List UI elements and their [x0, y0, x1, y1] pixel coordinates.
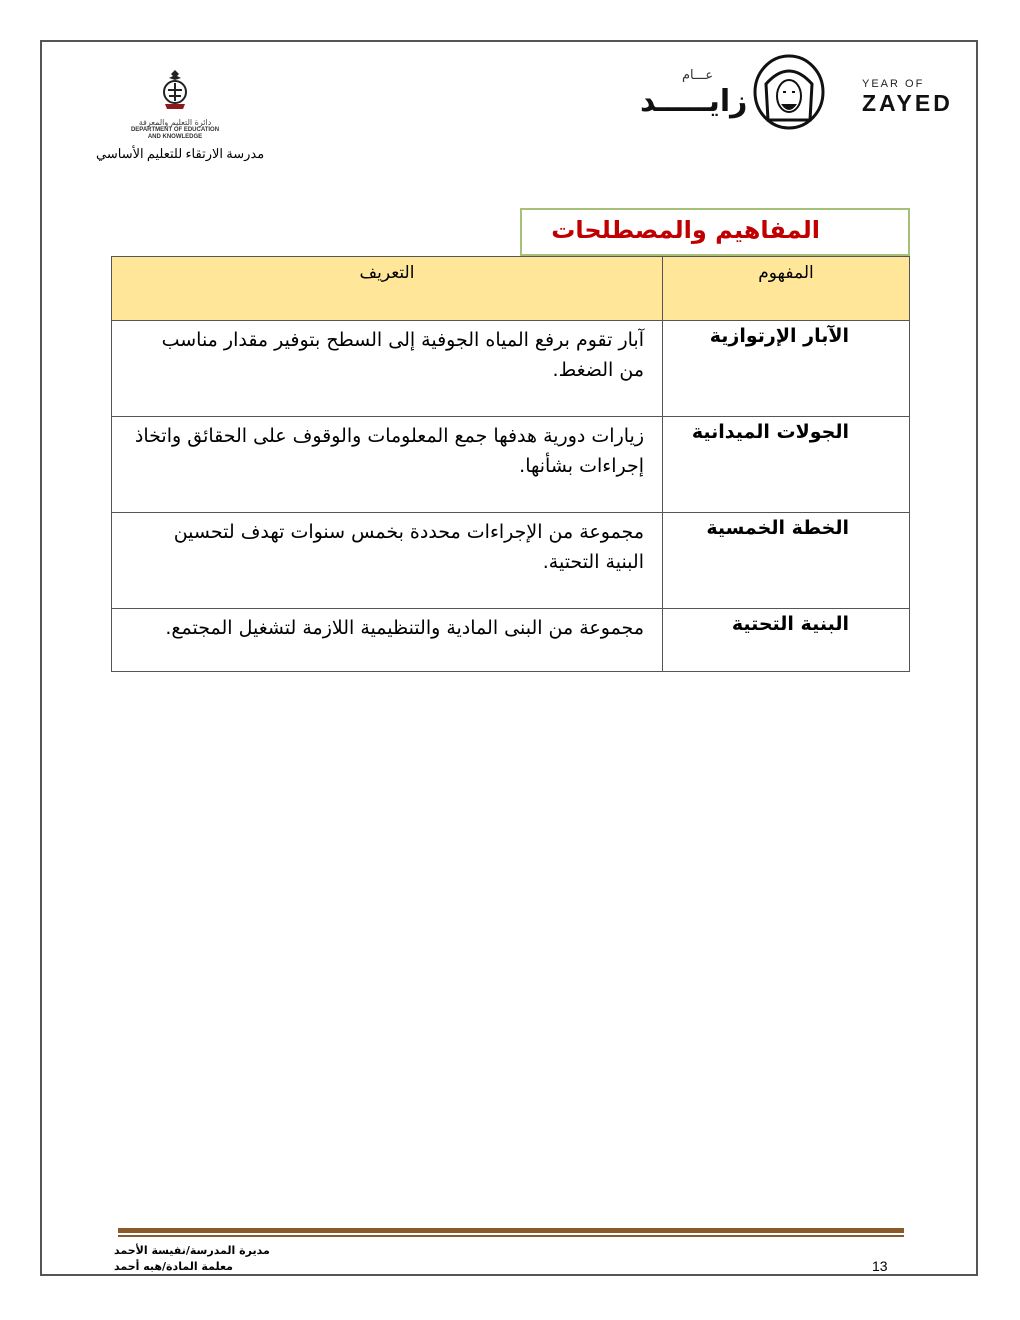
section-title: المفاهيم والمصطلحات [551, 216, 820, 244]
term-cell: البنية التحتية [663, 609, 910, 672]
year-of-zayed-logo [640, 54, 960, 130]
terms-table [111, 256, 910, 672]
footer-rule-thin [118, 1235, 904, 1237]
footer-rule-thick [118, 1228, 904, 1233]
moe-arabic-name: دائرة التعليم والمعرفة [138, 118, 212, 127]
table-row [112, 513, 910, 609]
term-cell: الجولات الميدانية [663, 417, 910, 513]
page-number: 13 [872, 1258, 888, 1274]
year-of-text: YEAR OF [862, 78, 925, 90]
table-row [112, 321, 910, 417]
zayed-portrait-icon [752, 54, 826, 130]
term-cell: الآبار الإرتوازية [663, 321, 910, 417]
footer-principal: مديرة المدرسة/نفيسة الأحمد [114, 1244, 270, 1257]
zayed-arabic-small: عـــام [682, 68, 714, 83]
moe-logo [120, 68, 230, 141]
moe-english-line2: AND KNOWLEDGE [147, 134, 203, 140]
definition-cell: مجموعة من البنى المادية والتنظيمية اللازمة لتشغيل المجتمع. [112, 609, 663, 672]
school-name: مدرسة الارتقاء للتعليم الأساسي [96, 146, 265, 161]
zayed-english-text: ZAYED [862, 90, 953, 116]
table-header-row [112, 257, 910, 321]
footer-teacher: معلمة المادة/هبه أحمد [114, 1260, 233, 1273]
moe-english-line1: DEPARTMENT OF EDUCATION [130, 127, 220, 133]
header-definition: التعريف [112, 257, 663, 321]
section-title-box [520, 208, 910, 256]
definition-cell: آبار تقوم برفع المياه الجوفية إلى السطح بتوفير مقدار مناسب من الضغط. [112, 321, 663, 417]
term-cell: الخطة الخمسية [663, 513, 910, 609]
definition-cell: زيارات دورية هدفها جمع المعلومات والوقوف على الحقائق واتخاذ إجراءات بشأنها. [112, 417, 663, 513]
falcon-emblem-icon [157, 68, 193, 112]
definition-cell: مجموعة من الإجراءات محددة بخمس سنوات تهدف لتحسين البنية التحتية. [112, 513, 663, 609]
table-row [112, 609, 910, 672]
table-row [112, 417, 910, 513]
zayed-arabic-big: زايـــــد [640, 84, 748, 119]
header-term: المفهوم [663, 257, 910, 321]
